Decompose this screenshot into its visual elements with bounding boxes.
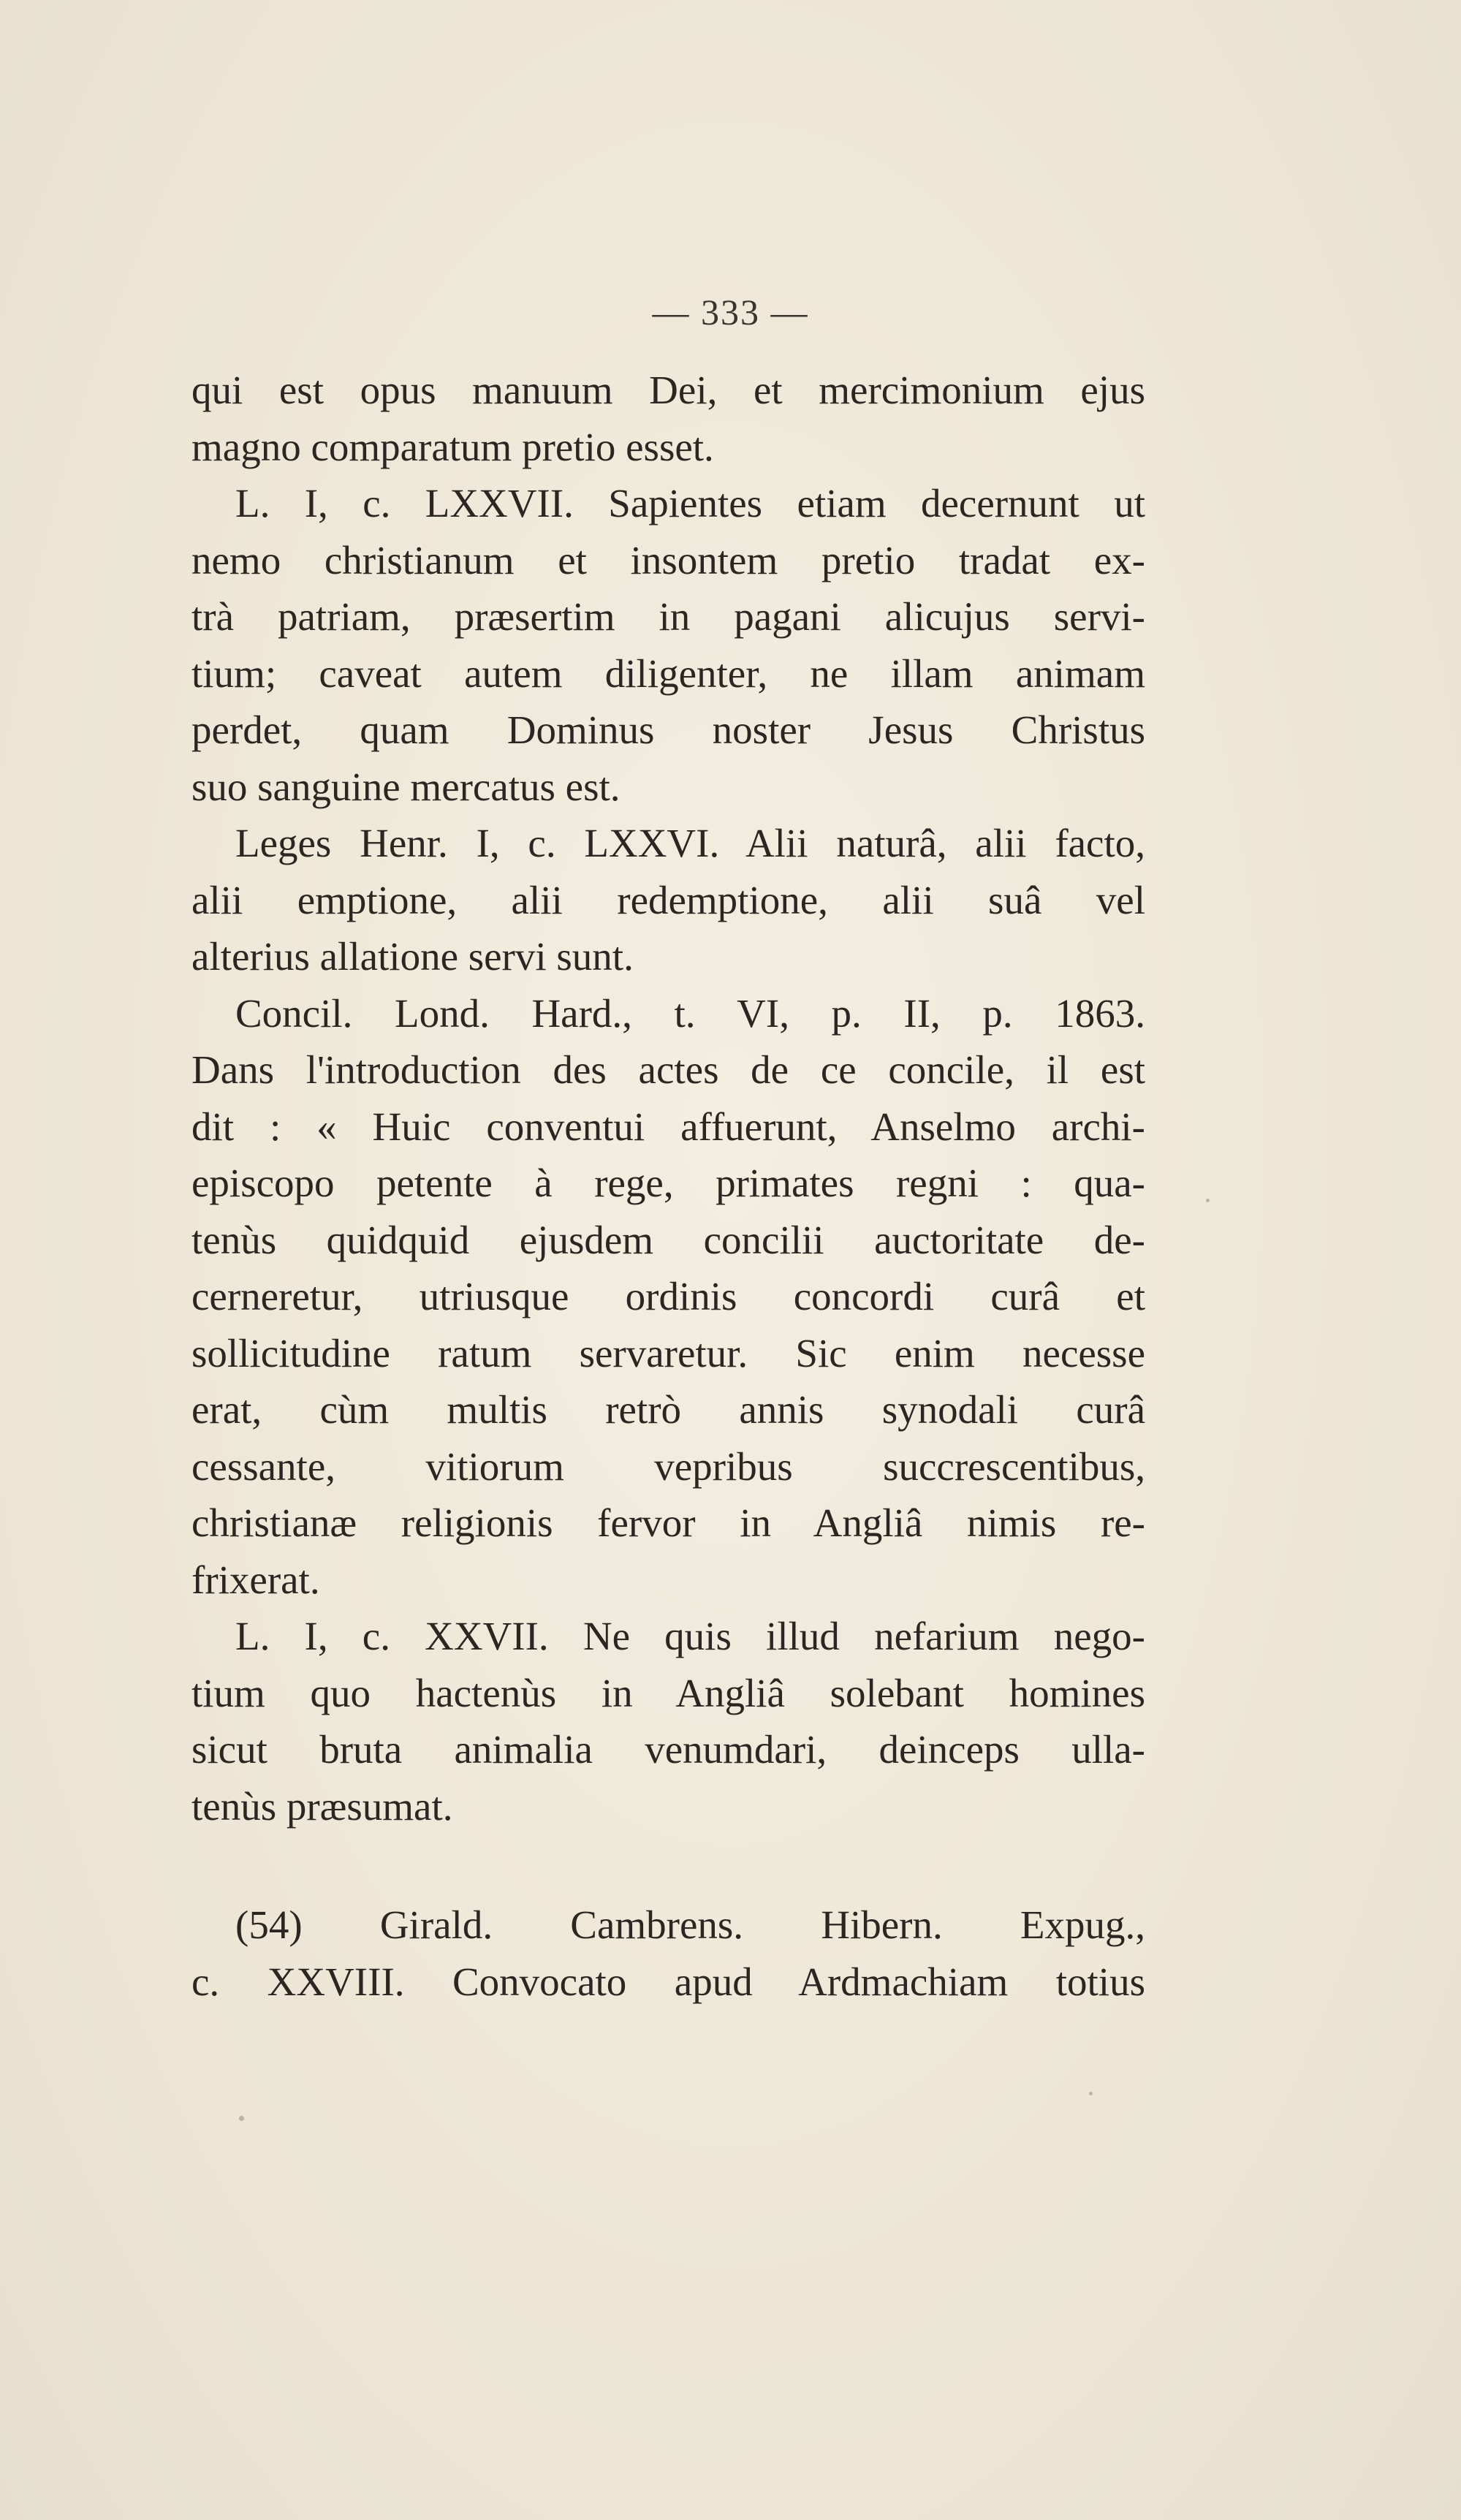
paper-speck: [1089, 2092, 1093, 2095]
text-line: perdet, quam Dominus noster Jesus Christus: [191, 707, 1145, 752]
paper-speck: [1206, 1199, 1210, 1202]
text-line: frixerat.: [191, 1557, 320, 1602]
text-line: cessante, vitiorum vepribus succrescentibus,: [191, 1443, 1145, 1489]
page-number: — 333 —: [652, 292, 809, 333]
text-line: alii emptione, alii redemptione, alii suâ vel: [191, 877, 1145, 922]
text-line: trà patriam, præsertim in pagani alicujus servi-: [191, 594, 1145, 639]
text-line: alterius allatione servi sunt.: [191, 934, 634, 979]
text-line: L. I, c. XXVII. Ne quis illud nefarium nego-: [235, 1614, 1145, 1658]
text-line: christianæ religionis fervor in Angliâ nimis re-: [191, 1500, 1145, 1545]
text-line: cerneretur, utriusque ordinis concordi curâ et: [191, 1274, 1145, 1318]
text-line: suo sanguine mercatus est.: [191, 764, 621, 809]
text-line: tium quo hactenùs in Angliâ solebant homines: [191, 1670, 1145, 1715]
note-line: (54) Girald. Cambrens. Hibern. Expug.,: [235, 1902, 1145, 1947]
text-line: sollicitudine ratum servaretur. Sic enim necesse: [191, 1330, 1145, 1375]
text-line: nemo christianum et insontem pretio tradat ex-: [191, 537, 1145, 582]
text-line: tenùs quidquid ejusdem concilii auctoritate de-: [191, 1217, 1145, 1262]
text-line: Dans l'introduction des actes de ce concile, il est: [191, 1047, 1145, 1092]
text-line: episcopo petente à rege, primates regni : qua-: [191, 1161, 1145, 1205]
text-line: tenùs præsumat.: [191, 1783, 453, 1829]
text-line: qui est opus manuum Dei, et mercimonium ejus: [191, 368, 1145, 412]
note-line: c. XXVIII. Convocato apud Ardmachiam totius: [191, 1959, 1145, 2004]
text-line: magno comparatum pretio esset.: [191, 424, 714, 469]
text-line: tium; caveat autem diligenter, ne illam animam: [191, 650, 1145, 696]
text-line: Leges Henr. I, c. LXXVI. Alii naturâ, alii facto,: [235, 821, 1145, 865]
text-line: erat, cùm multis retrò annis synodali curâ: [191, 1387, 1145, 1432]
text-line: dit : « Huic conventui affuerunt, Anselmo archi-: [191, 1104, 1145, 1149]
text-line: sicut bruta animalia venumdari, deinceps ulla-: [191, 1727, 1145, 1772]
footnote-text: [191, 1897, 1145, 2010]
text-line: Concil. Lond. Hard., t. VI, p. II, p. 1863.: [235, 990, 1145, 1036]
main-text: [191, 362, 1145, 1834]
text-line: L. I, c. LXXVII. Sapientes etiam decernunt ut: [235, 481, 1145, 525]
paper-speck: [239, 2116, 244, 2121]
